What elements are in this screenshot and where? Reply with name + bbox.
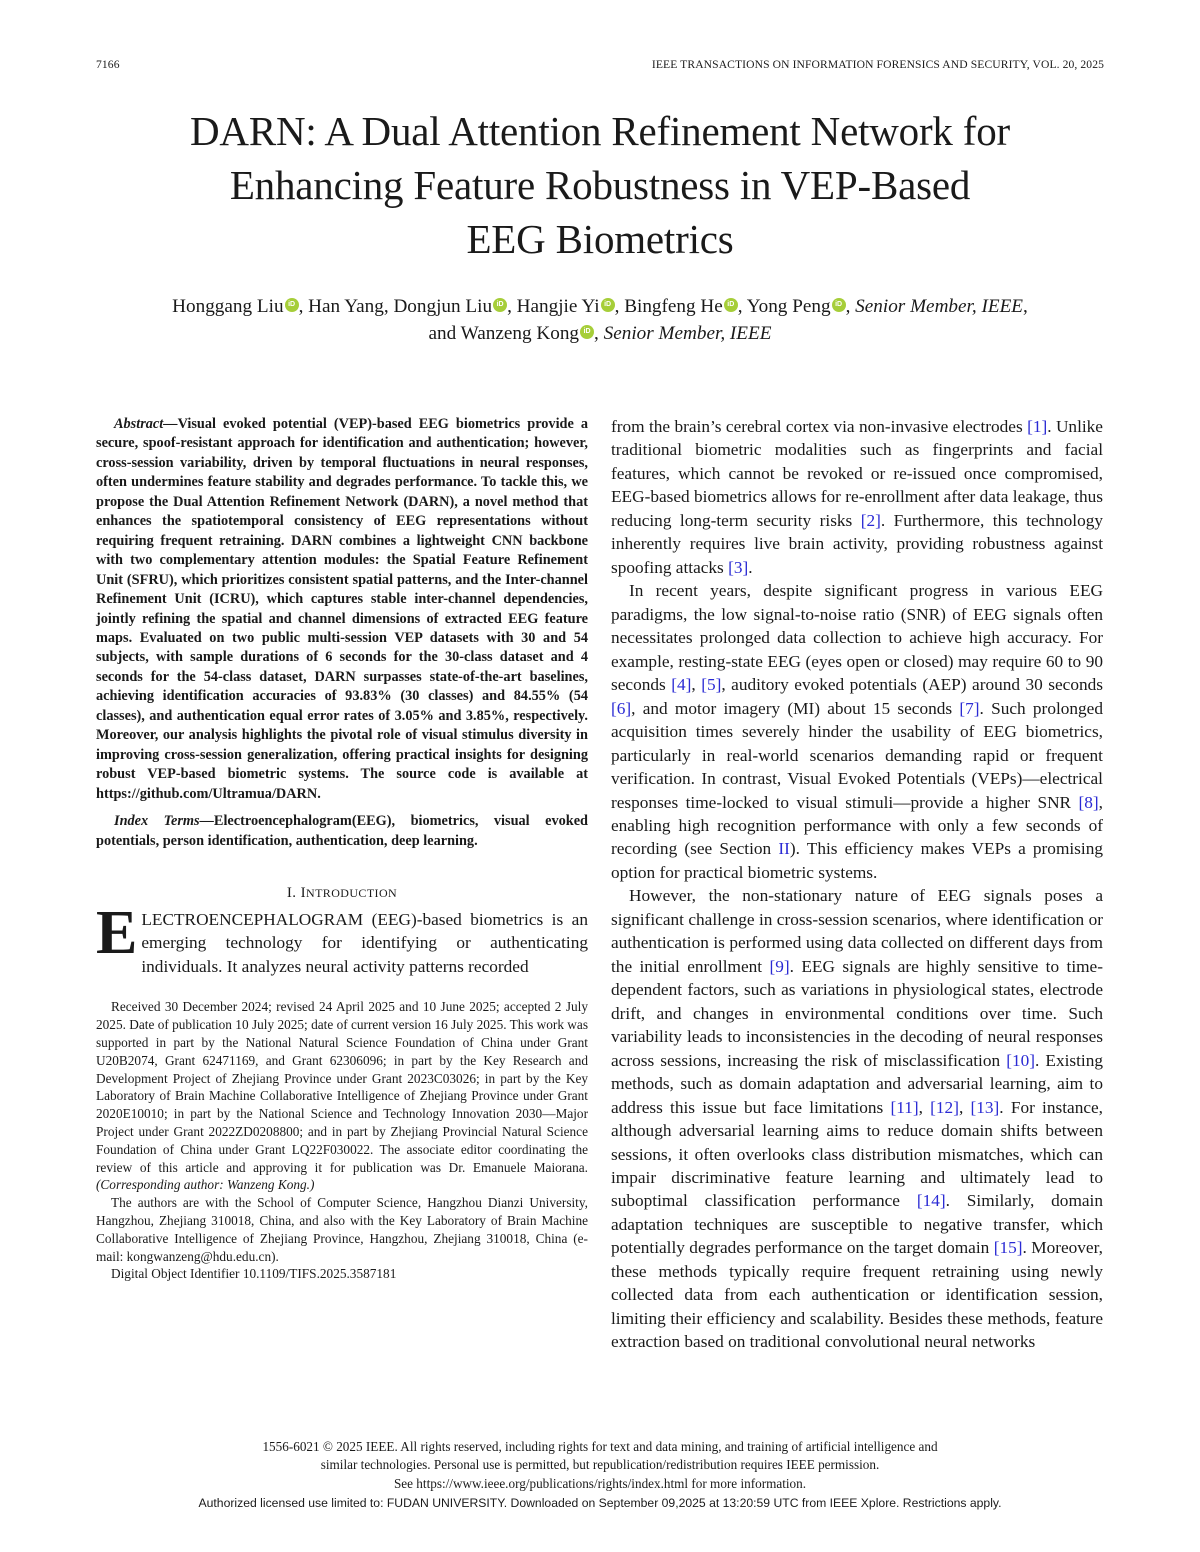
running-head bbox=[96, 58, 1104, 71]
author-name: Dongjun Liu bbox=[393, 296, 493, 317]
separator: , bbox=[737, 296, 747, 317]
citation-link[interactable]: [13] bbox=[970, 1097, 1000, 1117]
title-line: DARN: A Dual Attention Refinement Network for bbox=[190, 108, 1010, 154]
footnote-received bbox=[96, 998, 588, 1194]
abstract-label: Abstract— bbox=[114, 416, 178, 432]
copyright-line: similar technologies. Personal use is permitted, but republication/redistribution requires IEEE permission. bbox=[320, 1457, 880, 1473]
body-paragraph bbox=[611, 579, 1103, 884]
body-text: . bbox=[748, 557, 753, 577]
separator: , bbox=[298, 296, 309, 317]
orcid-icon[interactable]: iD bbox=[493, 298, 507, 312]
author bbox=[393, 296, 507, 317]
separator: , bbox=[845, 296, 856, 317]
body-text: , auditory evoked potentials (AEP) around 30 seconds bbox=[721, 675, 1103, 695]
intro-text: LECTROENCEPHALOGRAM (EEG)-based biometrics is an emerging technology for identifying or authenticating individuals. It analyzes neural activity patterns recorded bbox=[141, 909, 588, 976]
copyright-line: 1556-6021 © 2025 IEEE. All rights reserved, including rights for text and data mining, and training of artificial intelligence and bbox=[262, 1439, 938, 1454]
orcid-icon[interactable]: iD bbox=[580, 325, 594, 339]
body-text: , bbox=[918, 1097, 931, 1117]
author bbox=[517, 296, 615, 317]
body-text: . Existing methods, such as domain adaptation and adversarial learning, aim to address this issue but face limitations bbox=[611, 1050, 1103, 1117]
body-text: . For instance, although adversarial learning aims to reduce domain shifts between sessions, it often overlooks class distribution mismatches, which can impair discriminative feature learning and ultimately lead to suboptimal classification performance bbox=[611, 1097, 1104, 1211]
section-number: I. bbox=[286, 884, 301, 901]
page-number: 7166 bbox=[96, 58, 120, 71]
citation-link[interactable]: [6] bbox=[611, 698, 632, 718]
citation-link[interactable]: [1] bbox=[1027, 417, 1048, 436]
title-line: EEG Biometrics bbox=[466, 216, 734, 262]
body-text: , bbox=[958, 1097, 971, 1117]
body-text: . EEG signals are highly sensitive to time-dependent factors, such as variations in physiological states, electrode drift, and changes in environmental conditions over time. Such variability leads to inconsistencies in the decoding of neural responses across sessions, increasing the risk of misclassification bbox=[611, 956, 1103, 1070]
body-text: . Similarly, domain adaptation techniques are susceptible to negative transfer, which potentially degrades performance on the target domain bbox=[611, 1191, 1103, 1258]
section-title-initial: I bbox=[300, 884, 307, 901]
citation-link[interactable]: [7] bbox=[959, 698, 980, 718]
index-terms bbox=[96, 812, 588, 851]
orcid-icon[interactable]: iD bbox=[285, 298, 299, 312]
author-name: Han Yang bbox=[308, 296, 384, 317]
citation-link[interactable]: [5] bbox=[701, 675, 722, 695]
citation-link[interactable]: [12] bbox=[930, 1097, 959, 1117]
body-paragraph bbox=[611, 415, 1103, 579]
author bbox=[172, 296, 298, 317]
corresponding-author: (Corresponding author: Wanzeng Kong.) bbox=[96, 1177, 315, 1193]
index-terms-label: Index Terms— bbox=[114, 813, 214, 830]
footnote-received-text: Received 30 December 2024; revised 24 April 2025 and 10 June 2025; accepted 2 July 2025. Date of publication 10 July 2025; date of current version 16 July 2025. This work was supported in part by the National Natural Science Foundation of China under Grant U20B2074, Grant 62471169, and Grant 62306096; in part by the Key Research and Development Project of Zhejiang Province under Grant 2023C03026; in part by the Key Laboratory of Brain Machine Collaborative Intelligence of Zhejiang Province under Grant 2020E10010; in part by the National Science and Technology Innovation 2030—Major Project under Grant 2022ZD0208800; and in part by Zhejiang Provincial Natural Science Foundation of China under Grant LQ22F030022. The associate editor coordinating the review of this article and approving it for publication was Dr. Emanuele Maiorana. bbox=[96, 999, 588, 1175]
body-text: , bbox=[691, 675, 702, 695]
citation-link[interactable]: [4] bbox=[671, 675, 692, 695]
author-list: Honggang Liu iD , Han Yang, Dongjun Liu iD , Hangjie Yi iD , Bingfeng He iD , Yong Peng iD , Senior Member, IEEE, and Wanzeng Kong iD , Senior Member, IEEE bbox=[172, 296, 1028, 344]
right-column bbox=[611, 415, 1103, 1354]
separator: , bbox=[383, 296, 394, 317]
orcid-icon[interactable]: iD bbox=[724, 298, 738, 312]
author bbox=[624, 296, 738, 317]
footnote bbox=[96, 998, 588, 1283]
member-status: Senior Member, IEEE bbox=[603, 323, 772, 344]
copyright-line: See https://www.ieee.org/publications/rights/index.html for more information. bbox=[393, 1475, 807, 1491]
citation-link[interactable]: [9] bbox=[769, 956, 790, 976]
citation-link[interactable]: [14] bbox=[916, 1191, 946, 1211]
citation-link[interactable]: [10] bbox=[1006, 1050, 1035, 1070]
abstract bbox=[96, 415, 588, 804]
download-notice: Authorized licensed use limited to: FUDAN UNIVERSITY. Downloaded on September 09,2025 at 13:20:59 UTC from IEEE Xplore. Restrictions apply. bbox=[198, 1496, 1002, 1510]
body-text: . Moreover, these methods typically require frequent retraining using newly collected data from each authentication or identification session, limiting their efficiency and scalability. Besides these methods, feature extraction based on traditional convolutional neural networks bbox=[611, 1238, 1103, 1352]
body-text: However, the non-stationary nature of EEG signals poses a significant challenge in cross-session scenarios, where identification or authentication is performed using data collected on different days from the initial enrollment bbox=[611, 886, 1103, 976]
footnote-doi: Digital Object Identifier 10.1109/TIFS.2025.3587181 bbox=[111, 1266, 397, 1282]
author-name: Hangjie Yi bbox=[516, 296, 600, 317]
citation-link[interactable]: [8] bbox=[1078, 792, 1099, 812]
abstract-text: Visual evoked potential (VEP)-based EEG biometrics provide a secure, spoof-resistant approach for identification and authentication; however, cross-session variability, driven by temporal fluctuations in neural responses, often undermines feature stability and degrades performance. To tackle this, we propose the Dual Attention Refinement Network (DARN), a novel method that enhances the spatiotemporal consistency of EEG representations without requiring frequent retraining. DARN combines a lightweight CNN backbone with two complementary attention modules: the Spatial Feature Refinement Unit (SFRU), which prioritizes consistent spatial patterns, and the Inter-channel Refinement Unit (ICRU), which captures stable inter-channel dependencies, jointly refining the spatial and channel dimensions of extracted EEG feature maps. Evaluated on two public multi-session VEP datasets with 30 and 54 subjects, with sample durations of 6 seconds for the 30-class dataset and 4 seconds for the 54-class dataset, DARN surpasses state-of-the-art baselines, achieving identification accuracies of 93.83% (30 classes) and 84.55% (54 classes), and authentication equal error rates of 3.05% and 3.85%, respectively. Moreover, our analysis highlights the pivotal role of visual stimulus diversity in improving cross-session generalization, offering practical insights for designing robust VEP-based biometric systems. The source code is available at https://github.com/Ultramua/DARN. bbox=[96, 416, 588, 802]
paper-title bbox=[60, 104, 1140, 266]
member-status: Senior Member, IEEE bbox=[855, 296, 1024, 317]
body-paragraph bbox=[611, 884, 1103, 1353]
citation-link[interactable]: [2] bbox=[860, 510, 881, 530]
citation-link[interactable]: [3] bbox=[728, 557, 749, 577]
index-terms-text: Electroencephalogram(EEG), biometrics, visual evoked potentials, person identification, authentication, deep learning. bbox=[96, 813, 588, 849]
body-text: , enabling high recognition performance with only a few seconds of recording (see Section bbox=[611, 792, 1103, 859]
body-text: . Such prolonged acquisition times severely hinder the usability of EEG biometrics, particularly in real-world scenarios demanding rapid or frequent verification. In contrast, Visual Evoked Potentials (VEPs)—electrical responses time-locked to visual stimuli—provide a higher SNR bbox=[611, 698, 1103, 812]
left-column bbox=[96, 415, 588, 1283]
author-name: Honggang Liu bbox=[172, 296, 284, 317]
separator: , bbox=[594, 323, 604, 344]
copyright-notice bbox=[100, 1438, 1100, 1493]
title-line: Enhancing Feature Robustness in VEP-Based bbox=[229, 162, 971, 208]
body-text: from the brain’s cerebral cortex via non-invasive electrodes bbox=[611, 417, 1028, 436]
author-name: Yong Peng bbox=[746, 296, 831, 317]
section-heading-introduction bbox=[96, 885, 588, 902]
footnote-affiliation: The authors are with the School of Computer Science, Hangzhou Dianzi University, Hangzhou, Zhejiang 310018, China, and also with the Key Laboratory of Brain Machine Collaborative Intelligence of Zhejiang Province, Hangzhou, Zhejiang 310018, China (e-mail: kongwanzeng@hdu.edu.cn). bbox=[96, 1195, 588, 1264]
citation-link[interactable]: [15] bbox=[993, 1238, 1023, 1258]
orcid-icon[interactable]: iD bbox=[832, 298, 846, 312]
author-name: and Wanzeng Kong bbox=[428, 323, 580, 344]
body-text: ). This efficiency makes VEPs a promising option for practical biometric systems. bbox=[611, 839, 1103, 882]
intro-paragraph bbox=[96, 898, 588, 979]
citation-link[interactable]: [11] bbox=[890, 1097, 919, 1117]
body-text: , and motor imagery (MI) about 15 seconds bbox=[631, 698, 960, 718]
section-title-rest: NTRODUCTION bbox=[306, 885, 398, 900]
citation-link[interactable]: II bbox=[778, 839, 790, 859]
body-text: . Unlike traditional biometric modalities such as fingerprints and facial features, which cannot be revoked or re-issued once compromised, EEG-based biometrics allows for re-enrollment after data leakage, thus reducing long-term security risks bbox=[611, 417, 1103, 530]
author bbox=[747, 296, 846, 317]
journal-name: IEEE TRANSACTIONS ON INFORMATION FORENSICS AND SECURITY, VOL. 20, 2025 bbox=[651, 58, 1104, 71]
separator: , bbox=[507, 296, 517, 317]
separator: , bbox=[614, 296, 625, 317]
author bbox=[429, 323, 595, 344]
body-text: . Furthermore, this technology inherently requires live brain activity, providing robustness against spoofing attacks bbox=[611, 510, 1103, 577]
author bbox=[308, 296, 384, 317]
dropcap: E bbox=[96, 898, 138, 967]
author-name: Bingfeng He bbox=[624, 296, 723, 317]
orcid-icon[interactable]: iD bbox=[601, 298, 615, 312]
body-text: In recent years, despite significant progress in various EEG paradigms, the low signal-to-noise ratio (SNR) of EEG signals often necessitates prolonged data collection to achieve high accuracy. For example, resting-state EEG (eyes open or closed) may require 60 to 90 seconds bbox=[611, 581, 1103, 695]
